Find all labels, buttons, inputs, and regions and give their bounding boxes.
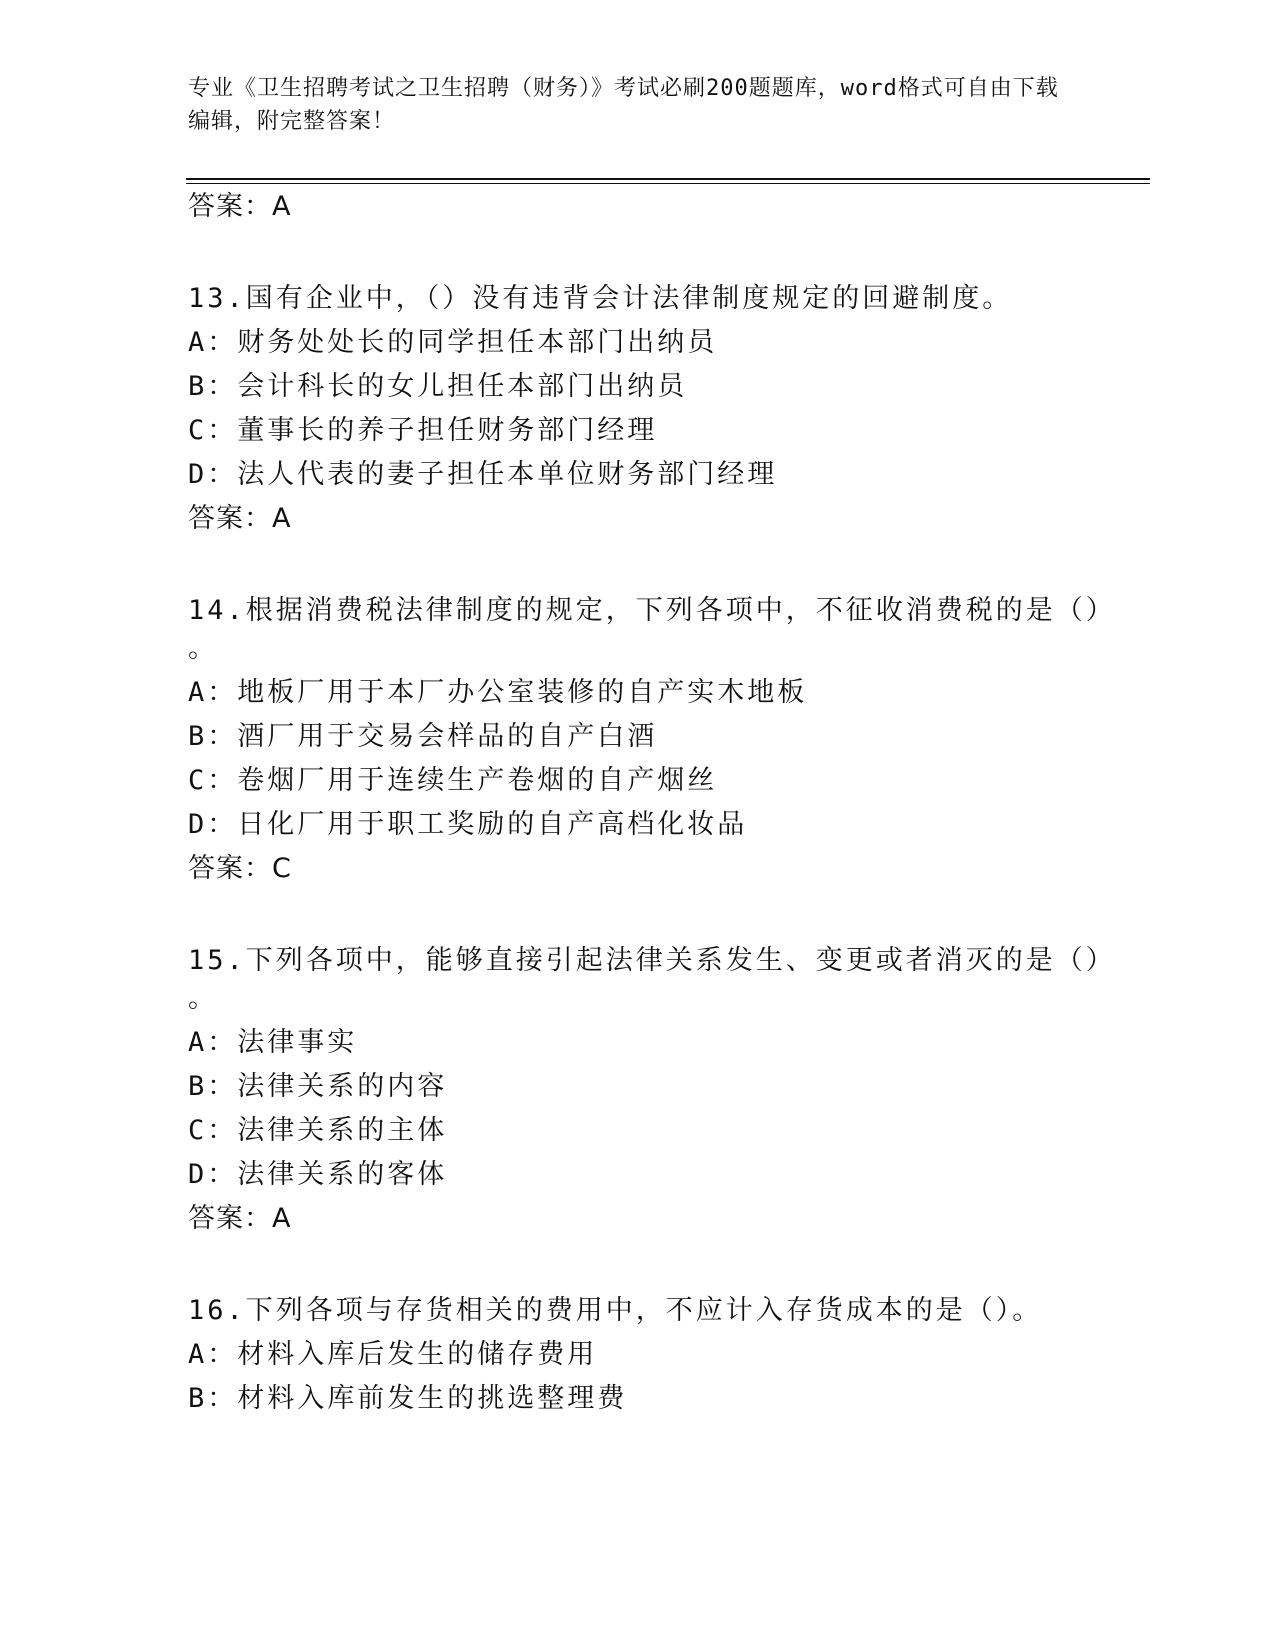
question-14-option-a: A：地板厂用于本厂办公室装修的自产实木地板 [188,677,808,708]
question-13-option-b: B：会计科长的女儿担任本部门出纳员 [188,371,688,402]
document-header: 专业《卫生招聘考试之卫生招聘（财务）》考试必刷200题题库，word格式可自由下载编辑，附完整答案！ [188,76,1059,134]
question-15-option-a: A：法律事实 [188,1027,358,1058]
question-14-stem-continued: 。 [188,633,218,664]
question-13-stem: 13.国有企业中，（）没有违背会计法律制度规定的回避制度。 [188,283,1013,314]
question-13-option-c: C：董事长的养子担任财务部门经理 [188,415,658,446]
question-13-option-d: D：法人代表的妻子担任本单位财务部门经理 [188,459,778,490]
question-15-option-b: B：法律关系的内容 [188,1071,448,1102]
question-14-answer: 答案：C [188,853,292,884]
answer-12: 答案：A [188,191,292,222]
question-13-answer: 答案：A [188,503,292,534]
question-15-option-d: D：法律关系的客体 [188,1159,448,1190]
question-15-stem-continued: 。 [188,983,218,1014]
question-16-option-b: B：材料入库前发生的挑选整理费 [188,1383,628,1414]
question-14-option-c: C：卷烟厂用于连续生产卷烟的自产烟丝 [188,765,718,796]
header-rule-thick [186,178,1150,180]
question-16-stem: 16.下列各项与存货相关的费用中，不应计入存货成本的是（）。 [188,1295,1043,1326]
question-14-option-b: B：酒厂用于交易会样品的自产白酒 [188,721,658,752]
question-14-option-d: D：日化厂用于职工奖励的自产高档化妆品 [188,809,748,840]
header-rule-thin [186,183,1150,184]
question-16-option-a: A：材料入库后发生的储存费用 [188,1339,598,1370]
question-15-stem: 15.下列各项中，能够直接引起法律关系发生、变更或者消灭的是（） [188,945,1116,976]
question-14-stem: 14.根据消费税法律制度的规定，下列各项中，不征收消费税的是（） [188,595,1116,626]
question-15-option-c: C：法律关系的主体 [188,1115,448,1146]
question-13-option-a: A：财务处处长的同学担任本部门出纳员 [188,327,718,358]
question-15-answer: 答案：A [188,1203,292,1234]
